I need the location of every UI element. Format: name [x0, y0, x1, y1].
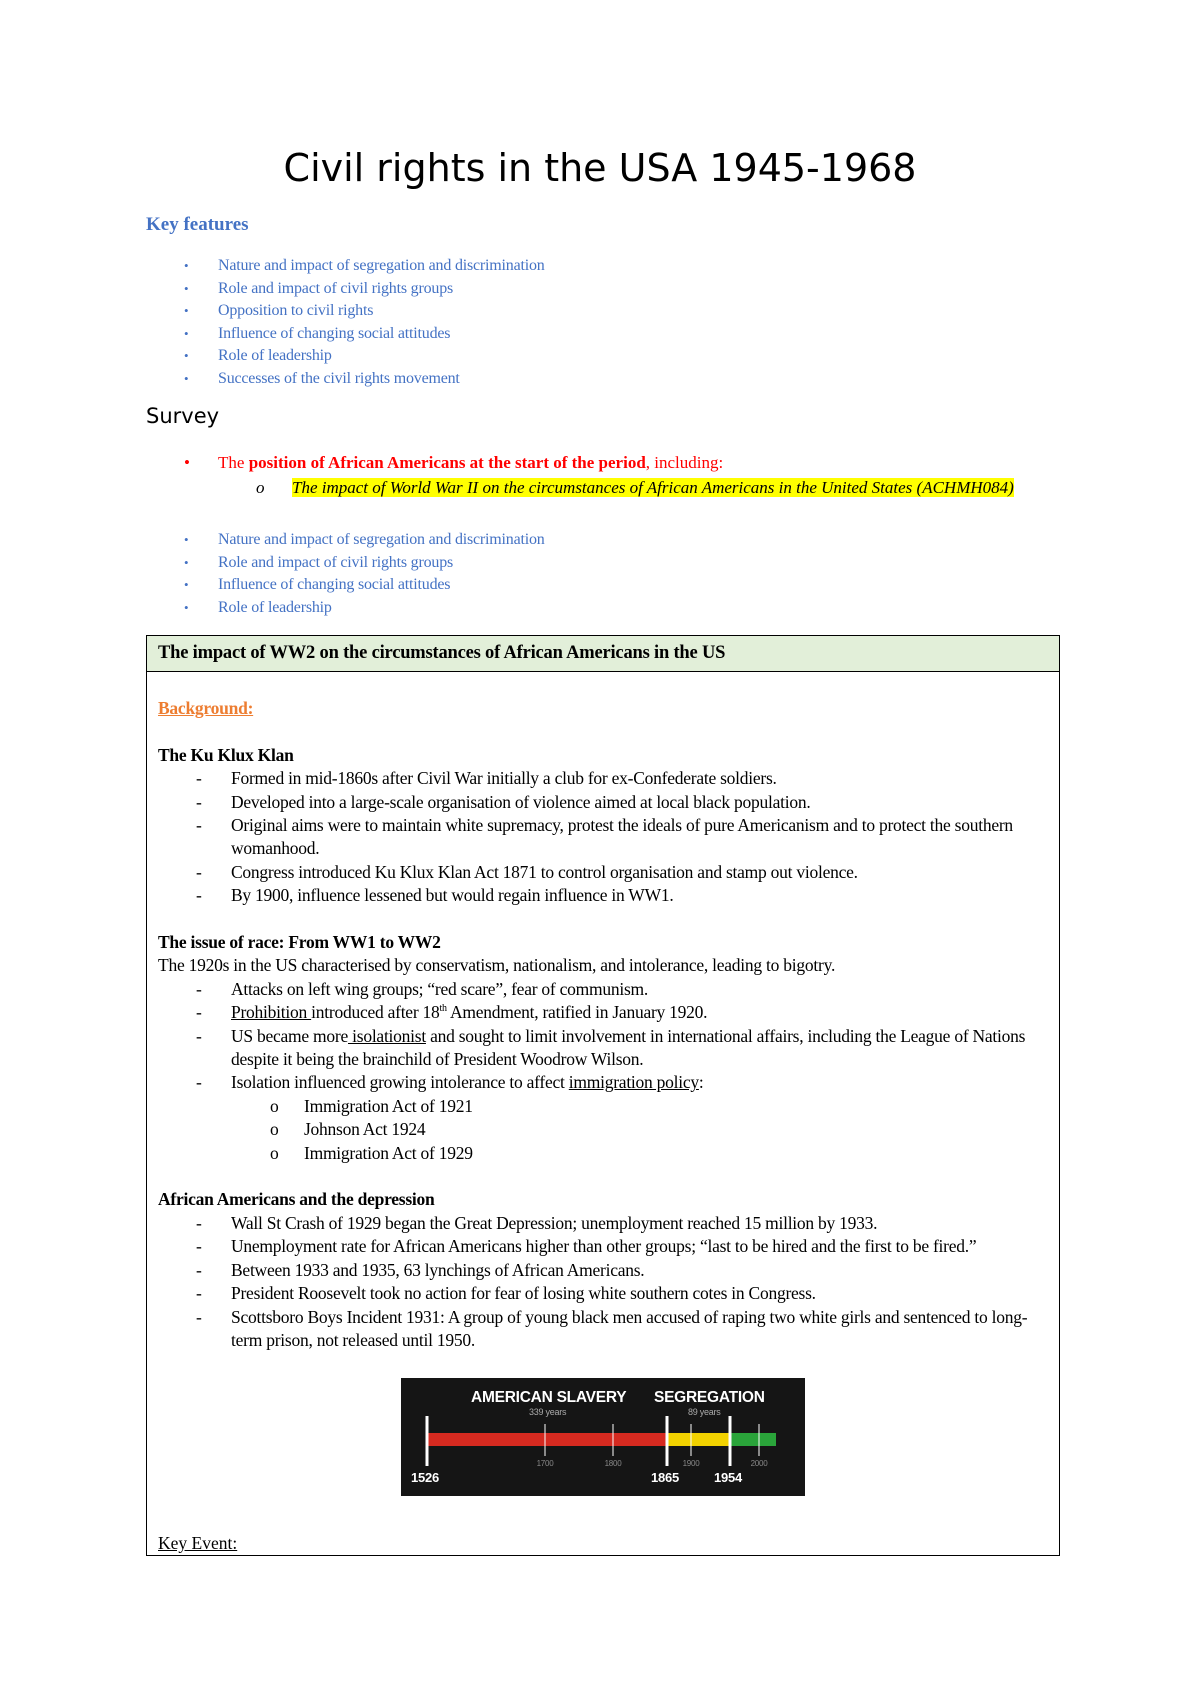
dash-icon: - — [196, 1283, 202, 1304]
list-item: - Congress introduced Ku Klux Klan Act 1871 to control organisation and stamp out violence. — [158, 861, 1048, 884]
list-item: - Unemployment rate for African Americans higher than other groups; “last to be hired and the first to be fired.” — [158, 1235, 1048, 1258]
kkk-list — [158, 767, 1048, 907]
dash-icon: - — [196, 861, 202, 882]
background-label: Background: — [158, 698, 254, 718]
list-item: - Developed into a large-scale organisation of violence aimed at local black population. — [158, 791, 1048, 814]
circle-bullet-icon: o — [270, 1119, 279, 1140]
race-list — [158, 978, 1048, 1095]
list-item: • Nature and impact of segregation and discrimination — [146, 255, 545, 278]
circle-bullet-icon: o — [270, 1095, 279, 1116]
dash-icon: - — [196, 1306, 202, 1327]
slavery-segregation-timeline-image — [401, 1378, 805, 1496]
tick-label: 1800 — [604, 1459, 622, 1469]
slavery-label: AMERICAN SLAVERY — [471, 1389, 627, 1407]
bullet-icon: • — [184, 599, 189, 615]
bullet-icon: • — [184, 325, 189, 341]
segregation-years: 89 years — [688, 1407, 721, 1418]
box-header: The impact of WW2 on the circumstances of African Americans in the US — [147, 636, 1059, 672]
key-event-label: Key Event: — [158, 1533, 238, 1553]
survey-heading: Survey — [146, 404, 220, 428]
list-item: o Johnson Act 1924 — [158, 1118, 1048, 1141]
list-item: • Opposition to civil rights — [146, 300, 545, 323]
dash-icon: - — [196, 791, 202, 812]
dash-icon: - — [196, 1025, 202, 1046]
list-item: • Influence of changing social attitudes — [146, 323, 545, 346]
list-item: - Attacks on left wing groups; “red scare”, fear of communism. — [158, 978, 1048, 1001]
depression-list — [158, 1212, 1048, 1352]
immigration-acts-list — [158, 1095, 1048, 1165]
tick-label: 2000 — [750, 1459, 768, 1469]
list-item: - President Roosevelt took no action for fear of losing white southern cotes in Congress. — [158, 1282, 1048, 1305]
bullet-icon: • — [184, 453, 190, 472]
circle-bullet-icon: o — [270, 1142, 279, 1163]
bullet-icon: • — [184, 303, 189, 319]
tick-label: 1900 — [682, 1459, 700, 1469]
bullet-icon: • — [184, 348, 189, 364]
key-features-heading: Key features — [146, 214, 249, 235]
post-segregation-bar — [730, 1433, 776, 1446]
list-item: • Role and impact of civil rights groups — [146, 278, 545, 301]
list-item: - Prohibition introduced after 18th Amendment, ratified in January 1920. — [158, 1001, 1048, 1024]
segregation-bar — [667, 1433, 730, 1446]
slavery-years: 339 years — [529, 1407, 567, 1418]
list-item: o Immigration Act of 1929 — [158, 1142, 1048, 1165]
list-item: o Immigration Act of 1921 — [158, 1095, 1048, 1118]
bullet-icon: • — [184, 370, 189, 386]
kkk-title: The Ku Klux Klan — [158, 744, 294, 765]
tick-label: 1700 — [536, 1459, 554, 1469]
dash-icon: - — [196, 768, 202, 789]
page-title: Civil rights in the USA 1945-1968 — [283, 146, 917, 190]
race-intro: The 1920s in the US characterised by conservatism, nationalism, and intolerance, leading to bigotry. — [158, 955, 836, 976]
dash-icon: - — [196, 1236, 202, 1257]
box-body — [147, 697, 1059, 1496]
dash-icon: - — [196, 1259, 202, 1280]
dash-icon: - — [196, 815, 202, 835]
dash-icon: - — [196, 1002, 202, 1023]
bullet-icon: • — [184, 258, 189, 273]
list-item: - By 1900, influence lessened but would regain influence in WW1. — [158, 884, 1048, 907]
list-item: - Wall St Crash of 1929 began the Great Depression; unemployment reached 15 million by 1933. — [158, 1212, 1048, 1235]
list-item: - US became more isolationist and sought to limit involvement in international affairs, including the League of Nations despite it being the brainchild of President Woodrow Wilson. — [196, 1025, 1026, 1070]
year-label: 1954 — [714, 1470, 742, 1486]
bullet-icon: • — [184, 554, 189, 570]
year-label: 1526 — [411, 1470, 439, 1486]
list-item: - Scottsboro Boys Incident 1931: A group of young black men accused of raping two white girls and sentenced to long-term prison, not released until 1950. — [196, 1306, 1028, 1350]
survey-list — [146, 529, 545, 619]
list-item: • Influence of changing social attitudes — [146, 574, 545, 597]
year-label: 1865 — [651, 1470, 679, 1486]
list-item: • Role of leadership — [146, 345, 545, 368]
bullet-icon: • — [184, 280, 189, 296]
dash-icon: - — [196, 885, 202, 906]
list-item: • Successes of the civil rights movement — [146, 368, 545, 391]
dash-icon: - — [196, 1212, 202, 1233]
depression-title: African Americans and the depression — [158, 1189, 435, 1210]
list-item: - Isolation influenced growing intolerance to affect immigration policy: — [158, 1071, 1048, 1094]
key-features-list — [146, 255, 545, 391]
circle-bullet-icon: o — [256, 478, 265, 497]
list-item: - Between 1933 and 1935, 63 lynchings of African Americans. — [158, 1259, 1048, 1282]
bullet-icon: • — [184, 532, 189, 547]
bullet-icon: • — [184, 577, 189, 593]
list-item: • Role of leadership — [146, 597, 545, 620]
list-item: • Role and impact of civil rights groups — [146, 552, 545, 575]
race-title: The issue of race: From WW1 to WW2 — [158, 932, 441, 953]
segregation-label: SEGREGATION — [654, 1389, 765, 1407]
dash-icon: - — [196, 1072, 202, 1093]
list-item: - Original aims were to maintain white supremacy, protest the ideals of pure Americanism and to protect the southern womanhood. — [196, 815, 1013, 859]
dash-icon: - — [196, 978, 202, 999]
ww2-impact-box — [146, 635, 1060, 1556]
list-item: - Formed in mid-1860s after Civil War initially a club for ex-Confederate soldiers. — [158, 767, 1048, 790]
list-item: • Nature and impact of segregation and discrimination — [146, 529, 545, 552]
slavery-bar — [427, 1433, 667, 1446]
